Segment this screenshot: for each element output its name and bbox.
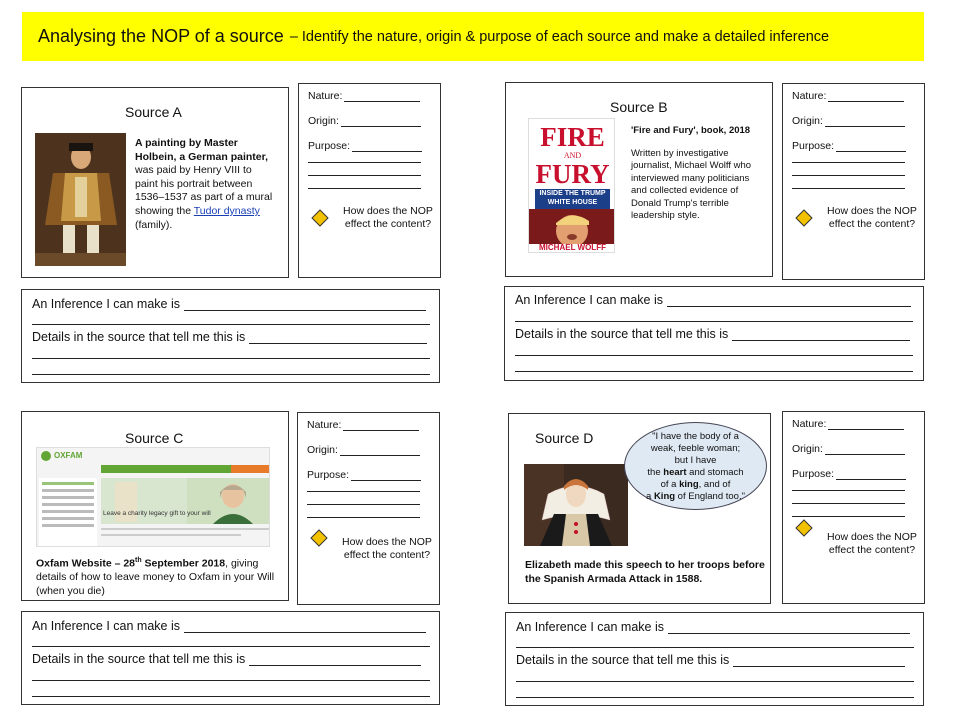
nop-question: How does the NOP effect the content?: [343, 205, 433, 230]
details-line[interactable]: [516, 697, 914, 698]
purpose-line[interactable]: [307, 504, 420, 505]
purpose-line[interactable]: [308, 175, 421, 176]
warning-sign-icon: [311, 209, 329, 227]
source-b-inference-box: [504, 286, 924, 381]
source-a-inference-box: [21, 289, 440, 383]
purpose-field[interactable]: Purpose:: [792, 140, 906, 152]
page-subtitle: – Identify the nature, origin & purpose of each source and make a detailed inference: [289, 28, 830, 45]
details-line[interactable]: [32, 696, 430, 697]
warning-sign-icon: [795, 209, 813, 227]
elizabeth-i-portrait-image: [524, 464, 628, 546]
nop-question: How does the NOP effect the content?: [827, 531, 917, 556]
source-a-nop-box: [298, 83, 441, 278]
source-d-nop-box: [782, 411, 925, 604]
purpose-line[interactable]: [308, 162, 421, 163]
source-b-desc-text: Written by investigative journalist, Michael Wolff who interviewed many politicians and collected evidence of Donald Trump's terrible leadership style.: [631, 147, 752, 221]
details-line[interactable]: [32, 374, 430, 375]
inference-line[interactable]: [32, 324, 430, 325]
source-a-desc-text: was paid by Henry VIII to paint his portrait between 1536–1537 as part of a mural showing the: [135, 164, 273, 217]
oxfam-website-screenshot-image: OXFAM Leave a charity legacy gift to your will: [36, 447, 270, 547]
nature-field[interactable]: Nature:: [308, 90, 420, 102]
details-field[interactable]: Details in the source that tell me this is: [515, 327, 910, 341]
source-d-card: [508, 413, 771, 604]
purpose-line[interactable]: [792, 188, 905, 189]
nature-field[interactable]: Nature:: [792, 90, 904, 102]
fire-and-fury-book-cover-image: FIRE AND FURY INSIDE THE TRUMP WHITE HOUSE MICHAEL WOLFF: [528, 118, 615, 253]
purpose-line[interactable]: [307, 491, 420, 492]
henry-viii-portrait-image: [35, 133, 126, 266]
source-d-title: Source D: [535, 430, 594, 446]
source-c-card: [21, 411, 289, 601]
source-b-desc-bold: 'Fire and Fury', book, 2018: [631, 125, 751, 136]
purpose-line[interactable]: [792, 490, 905, 491]
details-field[interactable]: Details in the source that tell me this is: [32, 330, 427, 344]
purpose-field[interactable]: Purpose:: [792, 468, 906, 480]
warning-sign-icon: [310, 529, 328, 547]
source-c-description: Oxfam Website – 28th September 2018, giving details of how to leave money to Oxfam in your Will (when you die): [36, 557, 275, 597]
details-field[interactable]: Details in the source that tell me this is: [32, 652, 421, 666]
origin-field[interactable]: Origin:: [307, 444, 420, 456]
warning-sign-icon: [795, 519, 813, 537]
source-b-description: [631, 125, 753, 223]
inference-field[interactable]: An Inference I can make is: [516, 620, 910, 634]
details-line[interactable]: [515, 355, 913, 356]
origin-field[interactable]: Origin:: [792, 443, 905, 455]
details-line[interactable]: [32, 680, 430, 681]
details-field[interactable]: Details in the source that tell me this is: [516, 653, 905, 667]
source-c-inference-box: [21, 611, 440, 705]
nature-field[interactable]: Nature:: [792, 418, 904, 430]
source-c-nop-box: [297, 412, 440, 605]
source-c-title: Source C: [125, 430, 184, 446]
source-b-nop-box: [782, 83, 925, 280]
origin-field[interactable]: Origin:: [792, 115, 905, 127]
source-a-title: Source A: [125, 104, 182, 120]
details-line[interactable]: [516, 681, 914, 682]
tudor-dynasty-link[interactable]: Tudor dynasty: [193, 204, 260, 217]
inference-field[interactable]: An Inference I can make is: [32, 297, 426, 311]
inference-line[interactable]: [515, 321, 913, 322]
source-b-title: Source B: [610, 99, 668, 115]
purpose-line[interactable]: [792, 162, 905, 163]
origin-field[interactable]: Origin:: [308, 115, 421, 127]
source-d-description: Elizabeth made this speech to her troops before the Spanish Armada Attack in 1588.: [525, 559, 765, 585]
purpose-field[interactable]: Purpose:: [308, 140, 422, 152]
source-a-description: [135, 137, 275, 232]
purpose-line[interactable]: [307, 517, 420, 518]
header-banner: [22, 12, 924, 61]
inference-field[interactable]: An Inference I can make is: [32, 619, 426, 633]
nature-field[interactable]: Nature:: [307, 419, 419, 431]
purpose-field[interactable]: Purpose:: [307, 469, 421, 481]
details-line[interactable]: [515, 371, 913, 372]
source-b-card: [505, 82, 773, 277]
purpose-line[interactable]: [792, 175, 905, 176]
purpose-line[interactable]: [308, 188, 421, 189]
inference-field[interactable]: An Inference I can make is: [515, 293, 911, 307]
page-title: Analysing the NOP of a source: [38, 26, 284, 46]
inference-line[interactable]: [32, 646, 430, 647]
nop-question: How does the NOP effect the content?: [827, 205, 917, 230]
speech-bubble: "I have the body of a weak, feeble woman; but I have the heart and stomach of a king, and of a King of England too.": [624, 422, 767, 510]
purpose-line[interactable]: [792, 516, 905, 517]
source-a-desc-end: (family).: [135, 218, 173, 231]
purpose-line[interactable]: [792, 503, 905, 504]
nop-question: How does the NOP effect the content?: [342, 536, 432, 561]
source-d-inference-box: [505, 612, 924, 706]
details-line[interactable]: [32, 358, 430, 359]
source-a-card: [21, 87, 289, 278]
inference-line[interactable]: [516, 647, 914, 648]
source-a-desc-bold: A painting by Master Holbein, a German painter,: [135, 137, 269, 163]
